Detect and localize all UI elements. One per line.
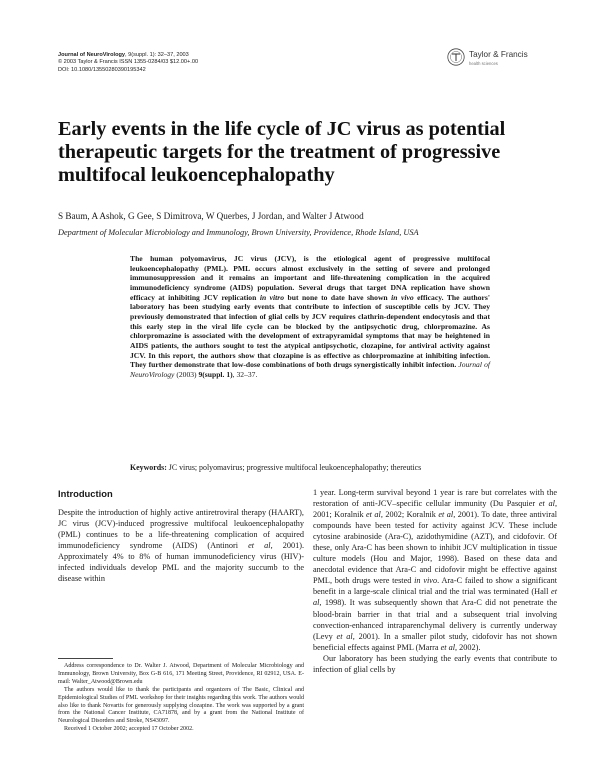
keywords <box>130 463 490 473</box>
publisher-tagline: health sciences <box>469 61 498 66</box>
footnotes <box>58 663 304 734</box>
right-text-d: , 2001). To date, three antiviral compounds have been tested for activity against JCV. These include cytosine arabinoside (Ara-C), azidothymidine (AZT), and cidofovir. Of these, only Ara-C has been shown to inhibit JCV multiplication in tissue culture models (Hou and Major, 1998). Based on these data and anecdotal evidence that Ara-C and cidofovir might be effective against PML, both drugs were tested <box>313 510 558 586</box>
intro-p1-text: Despite the introduction of highly active antiretroviral therapy (HAART), JC virus (JCV)-induced progressive multifocal leukoencephalopathy (PML) continues to be a life-threatening complication of acquired immunodeficiency syndrome (AIDS) (Antinori <box>58 508 304 551</box>
right-in-vivo: in vivo <box>414 576 438 586</box>
journal-name: Journal of NeuroVirology <box>58 52 126 58</box>
abstract-citation-journal: Journal of NeuroVirology <box>130 360 490 379</box>
keywords-text: JC virus; polyomavirus; progressive multifocal leukoencephalopathy; thereutics <box>166 463 422 472</box>
abstract-citation-pages: , 32–37. <box>232 369 258 379</box>
right-et-al-5: et al <box>336 631 353 641</box>
abstract-text-1: The human polyomavirus, JC virus (JCV), is the etiological agent of progressive multifocal leukoencephalopathy (PML). PML occurs almost exclusively in the setting of severe and prolonged immunosuppression and it remains an important and life-threatening complication in the acquired immunodeficiency syndrome (AIDS) population. Several drugs that target DNA replication have shown efficacy at inhibiting JCV replication <box>130 254 490 302</box>
abstract-text-3: efficacy. The authors' laboratory has been studying early events that contribute to infection of susceptible cells by JCV. They previously demonstrated that infection of glial cells by JCV requires clathrin-dependent endocytosis and that this early step in the viral life cycle can be blocked by the antipsychotic drug, chlorpromazine. As chlorpromazine is associated with the development of extrapyramidal symptoms that may be heightened in AIDS patients, the authors sought to test the atypical antipsychotic, clozapine, for antiviral activity against JCV. In this report, the authors show that clozapine is as effective as chlorpromazine at inhibiting infection. They further demonstrate that low-dose combinations of both drugs synergistically inhibit infection. <box>130 292 490 370</box>
right-et-al-4: et al <box>313 587 557 608</box>
right-et-al-1: et al <box>538 499 555 509</box>
footnote-divider <box>58 658 113 659</box>
right-text-b: , 2001; Koralnik <box>313 499 557 520</box>
right-text-e: . Ara-C failed to show a significant benefit in a large-scale clinical trial and the trial was terminated (Hall <box>313 576 557 597</box>
body-column-left <box>58 507 304 584</box>
body-column-right <box>313 487 557 675</box>
right-text-h: , 2002). <box>455 642 481 652</box>
abstract <box>130 254 490 380</box>
publisher-logo <box>447 46 567 76</box>
author-affiliation: Department of Molecular Microbiology and Immunology, Brown University, Providence, Rhode Island, USA <box>58 228 419 237</box>
keywords-label: Keywords: <box>130 463 167 472</box>
right-et-al-3: et al <box>438 510 454 520</box>
abstract-in-vivo: in vivo <box>391 292 414 302</box>
abstract-citation-volume: 9(suppl. 1) <box>198 369 233 379</box>
article-title: Early events in the life cycle of JC virus as potential therapeutic targets for the treatment of progressive multifocal leukoencephalopathy <box>58 118 506 186</box>
journal-volume: , 9(suppl. 1): 32–37, 2003 <box>125 52 189 58</box>
doi-line: DOI: 10.1080/13550280390195342 <box>58 66 146 73</box>
intro-p1-text-end: , 2001). Approximately 4% to 8% of human immunodeficiency virus (HIV)-infected individuals develop PML and the majority succumb to the disease within <box>58 541 305 584</box>
journal-info <box>58 52 418 74</box>
abstract-citation-year: (2003) <box>174 369 199 379</box>
intro-paragraph-2: Our laboratory has been studying the early events that contribute to infection of glial cells by <box>313 653 557 674</box>
footnote-acknowledgments: The authors would like to thank the participants and organizers of The Basic, Clinical and Epidemiological Studies of PML workshop for their insights regarding this work. The authors would also like to thank Novartis for generously supplying clozapine. The work was supported by a grant from the National Cancer Institute, CA71878, and by a grant from the National Institute of Neurological Disorders and Stroke, NS43097. <box>58 686 304 725</box>
right-text-f: , 1998). It was subsequently shown that Ara-C did not penetrate the blood-brain barrier in that trial and a subsequent trial involving convection-enhanced intraparenchymal delivery is currently underway (Levy <box>313 598 557 641</box>
right-text-g: , 2001). In a smaller pilot study, cidofovir has not shown beneficial effects against PML (Marra <box>313 631 558 652</box>
right-text-a: 1 year. Long-term survival beyond 1 year is rare but correlates with the restoration of anti-JCV–specific cellular immunity (Du Pasquier <box>313 488 557 509</box>
intro-p1-et-al: et al <box>248 541 271 551</box>
footnote-correspondence: Address correspondence to Dr. Walter J. Atwood, Department of Molecular Microbiology and Immunology, Brown University, Box G-B 616, 171 Meeting Street, Providence, RI 02912, USA. E-mail: Walter_Atwood@Brown.edu <box>58 663 304 685</box>
intro-paragraph-1 <box>58 507 304 584</box>
right-text-c: , 2002; Koralnik <box>380 510 439 520</box>
intro-paragraph-1-continued <box>313 487 557 653</box>
author-list: S Baum, A Ashok, G Gee, S Dimitrova, W Querbes, J Jordan, and Walter J Atwood <box>58 211 364 221</box>
abstract-in-vitro: in vitro <box>259 292 284 302</box>
publisher-name: Taylor & Francis <box>469 50 528 59</box>
abstract-text-2: but none to date have shown <box>284 292 392 302</box>
publisher-logo-icon <box>447 48 465 66</box>
right-et-al-6: et al <box>440 642 456 652</box>
footnote-received: Received 1 October 2002; accepted 17 October 2002. <box>64 726 194 733</box>
section-heading-introduction: Introduction <box>58 488 113 499</box>
right-et-al-2: et al <box>366 510 381 520</box>
copyright-line: © 2003 Taylor & Francis ISSN 1355-0284/03 $12.00+.00 <box>58 59 199 66</box>
